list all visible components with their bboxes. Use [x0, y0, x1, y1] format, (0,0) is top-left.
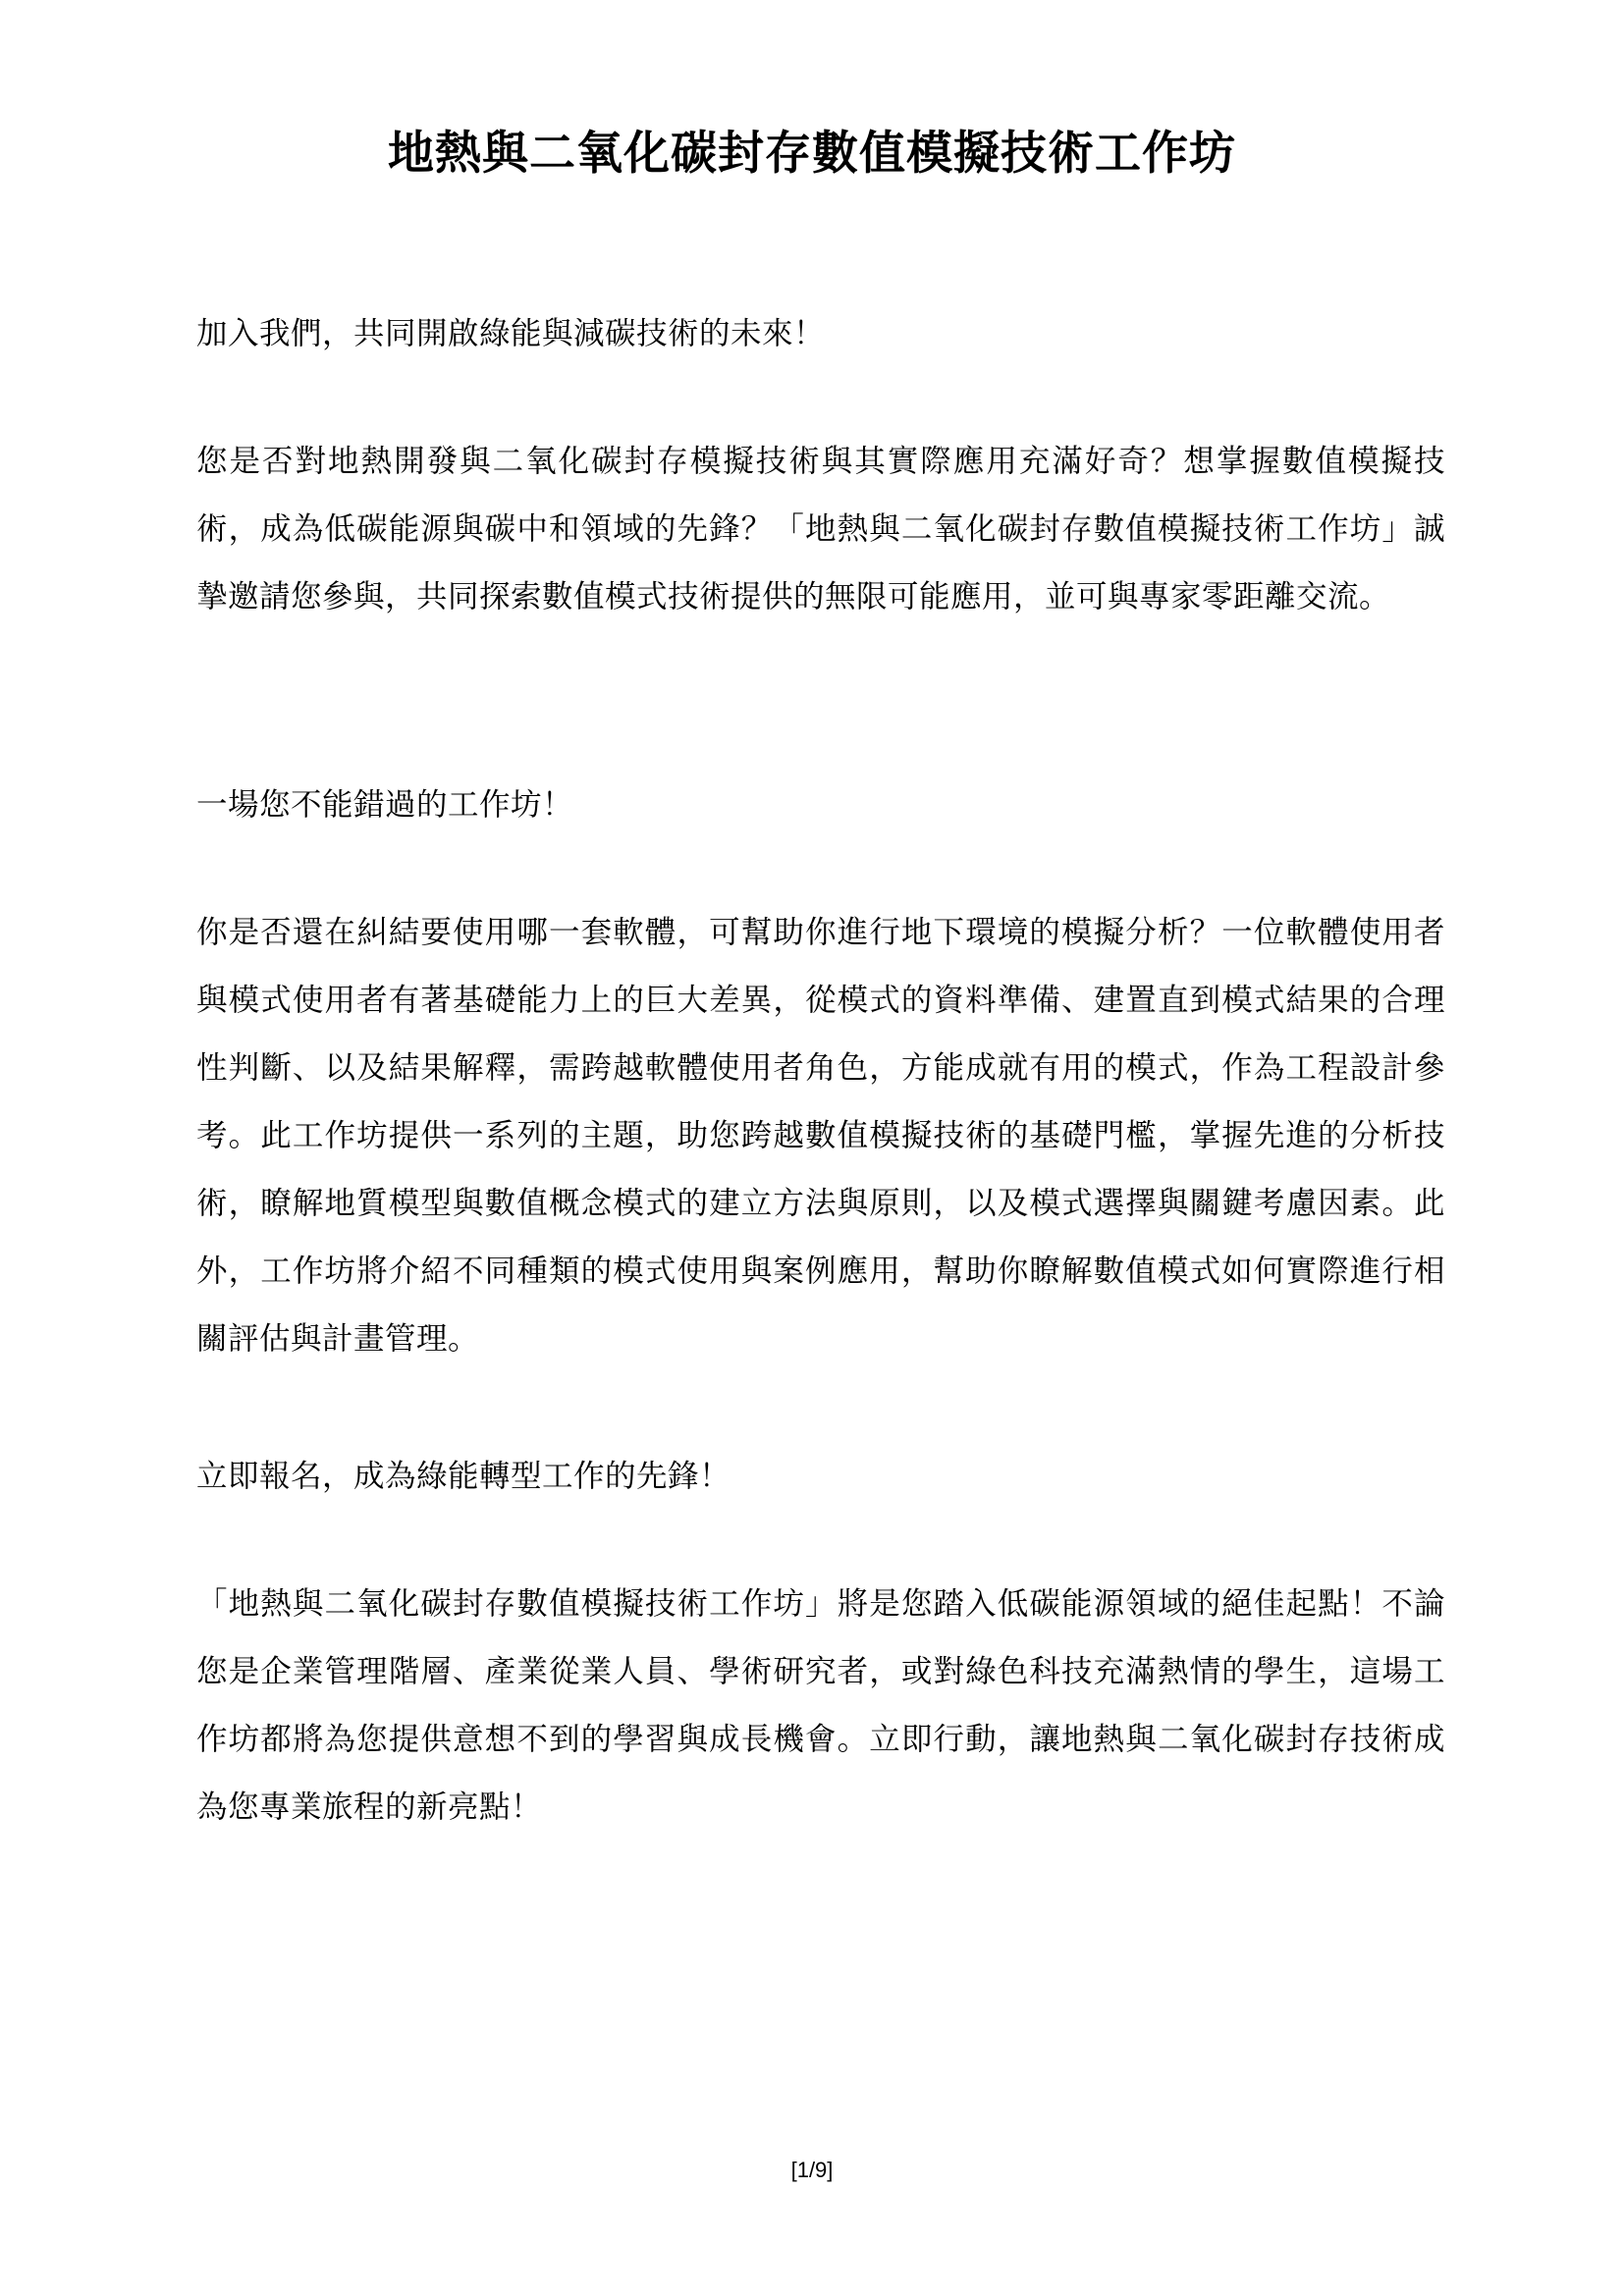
paragraph-intro: 加入我們，共同開啟綠能與減碳技術的未來！: [196, 316, 826, 351]
paragraph-invitation: 您是否對地熱開發與二氧化碳封存模擬技術與其實際應用充滿好奇？想掌握數值模擬技術，成為低碳能源與碳中和領域的先鋒？「地熱與二氧化碳封存數值模擬技術工作坊」誠摯邀請您參與，共同探索數值模式技術提供的無限可能應用，並可與專家零距離交流。: [196, 444, 1445, 614]
paragraph-heading-register: 立即報名，成為綠能轉型工作的先鋒！: [196, 1459, 731, 1494]
paragraph-workshop-description: 你是否還在糾結要使用哪一套軟體，可幫助你進行地下環境的模擬分析？一位軟體使用者與模式使用者有著基礎能力上的巨大差異，從模式的資料準備、建置直到模式結果的合理性判斷、以及結果解釋，需跨越軟體使用者角色，方能成就有用的模式，作為工程設計參考。此工作坊提供一系列的主題，助您跨越數值模擬技術的基礎門檻，掌握先進的分析技術，瞭解地質模型與數值概念模式的建立方法與原則，以及模式選擇與關鍵考慮因素。此外，工作坊將介紹不同種類的模式使用與案例應用，幫助你瞭解數值模式如何實際進行相關評估與計畫管理。: [196, 915, 1445, 1357]
document-title: 地熱與二氧化碳封存數值模擬技術工作坊: [388, 127, 1236, 181]
page-number: [1/9]: [790, 2158, 834, 2182]
paragraph-closing: 「地熱與二氧化碳封存數值模擬技術工作坊」將是您踏入低碳能源領域的絕佳起點！不論您是企業管理階層、產業從業人員、學術研究者，或對綠色科技充滿熱情的學生，這場工作坊都將為您提供意想不到的學習與成長機會。立即行動，讓地熱與二氧化碳封存技術成為您專業旅程的新亮點！: [196, 1586, 1445, 1825]
paragraph-heading-dont-miss: 一場您不能錯過的工作坊！: [196, 787, 574, 823]
